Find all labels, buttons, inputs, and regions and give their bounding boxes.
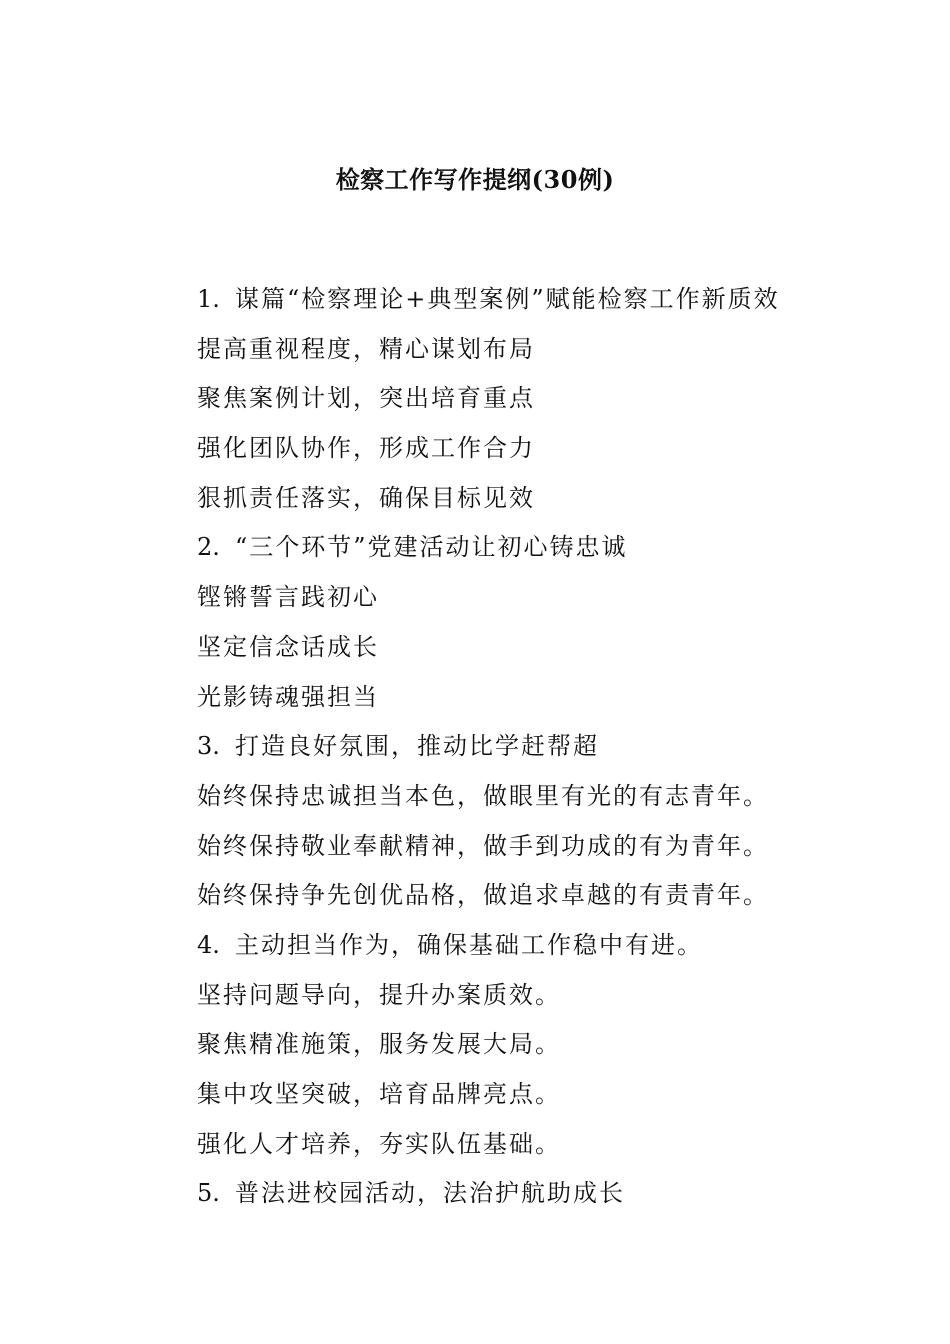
outline-item: 聚焦精准施策，服务发展大局。: [197, 1030, 561, 1059]
section-heading-text: “三个环节”党建活动让初心铸忠诚: [235, 533, 628, 562]
section-heading-text: 普法进校园活动，法治护航助成长: [235, 1179, 625, 1208]
outline-item: 铿锵誓言践初心: [197, 583, 379, 612]
section-number: 1.: [197, 285, 220, 313]
section-heading: [197, 275, 837, 325]
section-number: 4.: [197, 930, 220, 959]
outline-item: 始终保持敬业奉献精神，做手到功成的有为青年。: [197, 831, 769, 860]
document-title: 检察工作写作提纲(30例): [335, 165, 615, 194]
outline-item: 提高重视程度，精心谋划布局: [197, 334, 535, 363]
outline-item: 坚持问题导向，提升办案质效。: [197, 980, 561, 1009]
section-heading-text: 打造良好氛围，推动比学赶帮超: [235, 732, 599, 761]
outline-item: 集中攻坚突破，培育品牌亮点。: [197, 1080, 561, 1108]
outline-item: 强化团队协作，形成工作合力: [197, 434, 535, 463]
section-number: 3.: [197, 732, 220, 761]
outline-item: 坚定信念话成长: [197, 632, 379, 661]
outline-item: 始终保持忠诚担当本色，做眼里有光的有志青年。: [197, 781, 769, 810]
outline-item: 狠抓责任落实，确保目标见效: [197, 483, 535, 512]
section-heading: [197, 1169, 837, 1219]
section-heading-text: 谋篇“检察理论+典型案例”赋能检察工作新质效: [235, 285, 780, 313]
outline-item: 光影铸魂强担当: [197, 682, 379, 711]
section-heading: [197, 523, 837, 573]
outline-item: 聚焦案例计划，突出培育重点: [197, 384, 535, 413]
section-heading: [197, 921, 837, 971]
section-heading-text: 主动担当作为，确保基础工作稳中有进。: [235, 930, 703, 959]
outline-item: 强化人才培养，夯实队伍基础。: [197, 1129, 561, 1158]
section-heading: [197, 722, 837, 772]
section-number: 5.: [197, 1179, 220, 1208]
outline-item: 始终保持争先创优品格，做追求卓越的有责青年。: [197, 881, 769, 910]
section-number: 2.: [197, 533, 220, 562]
document-body: [197, 275, 837, 1219]
